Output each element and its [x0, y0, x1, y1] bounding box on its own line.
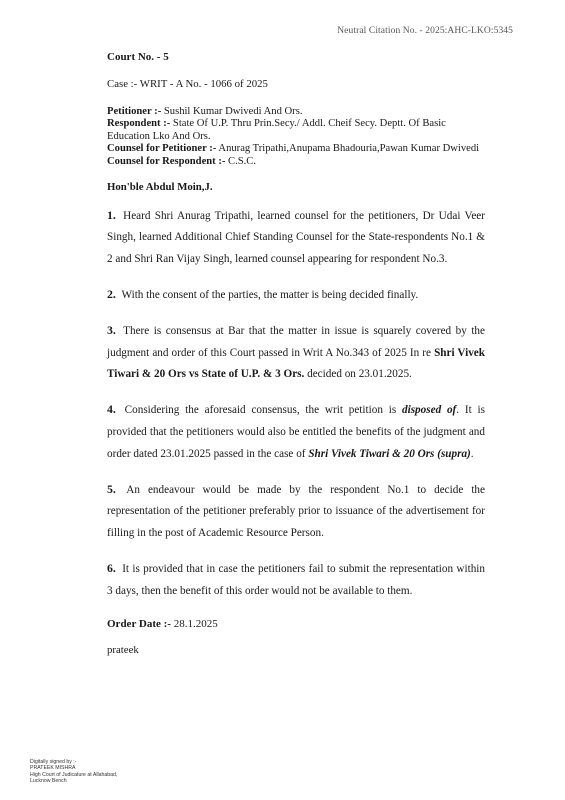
paragraph-1 — [107, 205, 485, 271]
paragraph-number: 4. — [107, 402, 116, 417]
order-date — [107, 618, 485, 630]
author-initials: prateek — [107, 643, 139, 656]
paragraph-text: There is consensus at Bar that the matter in issue is squarely covered by the judgment and order of this Court passed in Writ A No.343 of 2025 In re — [107, 324, 485, 359]
paragraph-text: . It is provided that the petitioners would also be entitled the benefits of the judgment and order dated 23.01.2025 passed in the case of — [107, 404, 486, 460]
paragraph-number: 3. — [107, 322, 116, 337]
judge-name: Hon'ble Abdul Moin,J. — [107, 180, 213, 193]
paragraph-number: 2. — [107, 286, 116, 301]
counsel-petitioner-line — [107, 143, 485, 156]
paragraph-2 — [107, 284, 485, 307]
paragraph-3 — [107, 320, 485, 386]
paragraph-number: 5. — [107, 481, 116, 496]
paragraph-text: It is provided that in case the petitioners fail to submit the representation within 3 days, then the benefit of this order would not be available to them. — [107, 562, 485, 597]
paragraph-text: With the consent of the parties, the matter is being decided finally. — [121, 288, 419, 301]
paragraph-number: 1. — [107, 207, 116, 222]
judgment-page — [107, 48, 485, 656]
respondent-line — [107, 118, 485, 143]
digital-signature — [30, 759, 117, 784]
respondent-label: Respondent :- — [107, 118, 171, 130]
signature-line: High Court of Judicature at Allahabad, — [30, 771, 118, 778]
order-date-label: Order Date :- — [107, 617, 171, 630]
paragraph-text: decided on 23.01.2025. — [304, 368, 412, 381]
paragraph-5 — [107, 479, 485, 545]
signature-line: PRATEEK MISHRA — [30, 765, 76, 772]
court-number: Court No. - 5 — [107, 51, 169, 63]
case-number: Case :- WRIT - A No. - 1066 of 2025 — [107, 78, 268, 90]
petitioner-value: Sushil Kumar Dwivedi And Ors. — [161, 105, 303, 117]
paragraph-text: . — [470, 447, 474, 460]
order-date-value: 28.1.2025 — [170, 617, 218, 630]
paragraph-text: Considering the aforesaid consensus, the writ petition is — [124, 404, 402, 417]
counsel-respondent-label: Counsel for Respondent :- — [107, 155, 226, 167]
signature-line: Digitally signed by :- — [30, 759, 77, 765]
parties-block — [107, 106, 485, 169]
case-reference: Shri Vivek Tiwari & 20 Ors (supra) — [308, 447, 471, 460]
paragraph-4 — [107, 399, 485, 465]
counsel-petitioner-label: Counsel for Petitioner :- — [107, 143, 217, 155]
neutral-citation: Neutral Citation No. - 2025:AHC-LKO:5345 — [337, 26, 513, 36]
petitioner-line — [107, 106, 485, 119]
signature-line: Lucknow Bench — [30, 777, 67, 784]
paragraph-text: An endeavour would be made by the respondent No.1 to decide the representation of the petitioner preferably prior to issuance of the advertisement for filling in the post of Academic Resource Person. — [107, 483, 485, 540]
case-reference: Shri Vivek Tiwari & 20 Ors vs State of U.P. & 3 Ors. — [107, 346, 485, 381]
counsel-petitioner-value: Anurag Tripathi,Anupama Bhadouria,Pawan Kumar Dwivedi — [216, 143, 480, 155]
paragraph-6 — [107, 558, 485, 603]
counsel-respondent-line — [107, 156, 485, 169]
respondent-value: State Of U.P. Thru Prin.Secy./ Addl. Cheif Secy. Deptt. Of Basic Education Lko And Ors. — [107, 118, 446, 142]
petitioner-label: Petitioner :- — [107, 105, 162, 117]
disposal-emphasis: disposed of — [402, 404, 457, 417]
paragraph-number: 6. — [107, 560, 116, 575]
paragraph-text: Heard Shri Anurag Tripathi, learned counsel for the petitioners, Dr Udai Veer Singh, learned Additional Chief Standing Counsel for the State-respondents No.1 & 2 and Shri Ran Vijay Singh, learned counsel appearing for respondent No.3. — [107, 209, 485, 266]
counsel-respondent-value: C.S.C. — [225, 155, 257, 167]
